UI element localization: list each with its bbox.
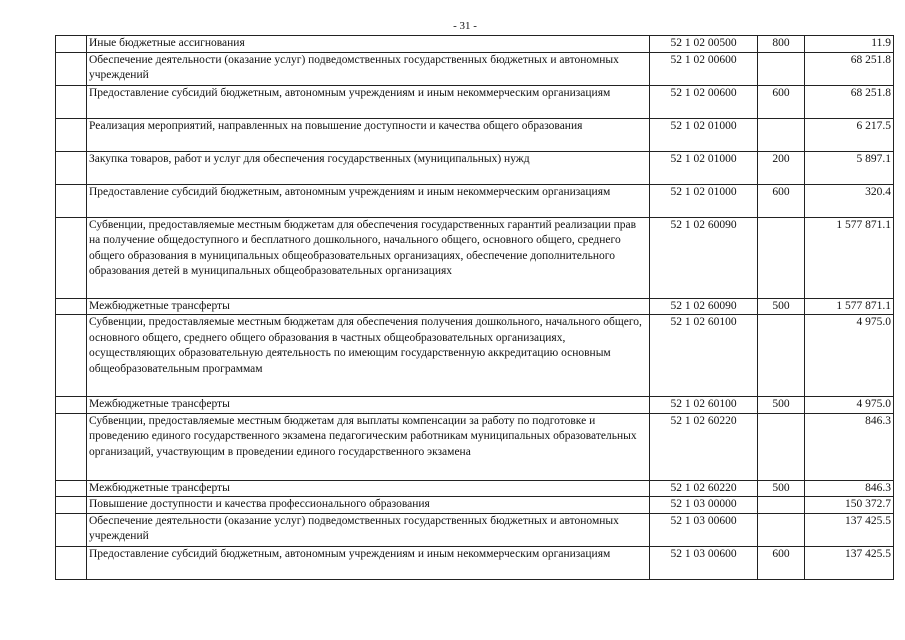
row-name: Обеспечение деятельности (оказание услуг) подведомственных государственных бюджетных и автономных учреждений [87,513,650,546]
row-type [758,513,805,546]
table-row [56,36,894,53]
page-number: - 31 - [453,20,477,32]
table-row [56,118,894,151]
row-code: 52 1 02 60220 [650,413,758,480]
row-type: 600 [758,546,805,579]
blank-cell [56,497,87,514]
row-amount: 1 577 871.1 [805,217,894,298]
row-amount: 137 425.5 [805,513,894,546]
blank-cell [56,217,87,298]
blank-cell [56,298,87,315]
row-name: Межбюджетные трансферты [87,298,650,315]
blank-cell [56,413,87,480]
row-amount: 846.3 [805,413,894,480]
row-type: 500 [758,397,805,414]
blank-cell [56,52,87,85]
row-code: 52 1 02 00600 [650,85,758,118]
table-row [56,513,894,546]
row-type [758,118,805,151]
blank-cell [56,397,87,414]
row-code: 52 1 03 00600 [650,546,758,579]
row-code: 52 1 02 60100 [650,315,758,397]
row-code: 52 1 02 01000 [650,184,758,217]
row-code: 52 1 03 00000 [650,497,758,514]
table-row [56,397,894,414]
row-amount: 150 372.7 [805,497,894,514]
row-type: 600 [758,85,805,118]
table-row [56,413,894,480]
table-row [56,315,894,397]
row-name: Закупка товаров, работ и услуг для обеспечения государственных (муниципальных) нужд [87,151,650,184]
row-amount: 4 975.0 [805,397,894,414]
table-row [56,151,894,184]
row-type [758,52,805,85]
row-type: 200 [758,151,805,184]
table-row [56,497,894,514]
row-code: 52 1 02 60090 [650,217,758,298]
row-name: Обеспечение деятельности (оказание услуг) подведомственных государственных бюджетных и автономных учреждений [87,52,650,85]
blank-cell [56,85,87,118]
table-row [56,52,894,85]
row-code: 52 1 02 00600 [650,52,758,85]
row-amount: 68 251.8 [805,52,894,85]
row-code: 52 1 02 60090 [650,298,758,315]
row-amount: 320.4 [805,184,894,217]
row-type: 600 [758,184,805,217]
row-code: 52 1 02 01000 [650,118,758,151]
blank-cell [56,151,87,184]
table-row [56,184,894,217]
row-name: Иные бюджетные ассигнования [87,36,650,53]
budget-table [55,35,894,580]
row-amount: 1 577 871.1 [805,298,894,315]
row-name: Повышение доступности и качества профессионального образования [87,497,650,514]
row-type [758,413,805,480]
row-name: Предоставление субсидий бюджетным, автономным учреждениям и иным некоммерческим организациям [87,85,650,118]
table-row [56,480,894,497]
row-type: 500 [758,480,805,497]
row-amount: 6 217.5 [805,118,894,151]
row-amount: 11.9 [805,36,894,53]
row-type [758,315,805,397]
row-amount: 137 425.5 [805,546,894,579]
row-type [758,217,805,298]
table-row [56,85,894,118]
blank-cell [56,36,87,53]
row-code: 52 1 02 00500 [650,36,758,53]
blank-cell [56,513,87,546]
row-name: Реализация мероприятий, направленных на повышение доступности и качества общего образования [87,118,650,151]
row-type [758,497,805,514]
row-name: Межбюджетные трансферты [87,480,650,497]
table-row [56,298,894,315]
table-row [56,546,894,579]
row-name: Межбюджетные трансферты [87,397,650,414]
row-amount: 68 251.8 [805,85,894,118]
row-name: Субвенции, предоставляемые местным бюджетам для обеспечения государственных гарантий реализации прав на получение общедоступного и бесплатного дошкольного, начального общего, основного общего, среднего общего образования в муниципальных общеобразовательных организациях, обеспечение дополнительного образования детей в муниципальных общеобразовательных организациях [87,217,650,298]
row-code: 52 1 02 01000 [650,151,758,184]
blank-cell [56,546,87,579]
row-amount: 846.3 [805,480,894,497]
row-name: Предоставление субсидий бюджетным, автономным учреждениям и иным некоммерческим организациям [87,546,650,579]
row-name: Предоставление субсидий бюджетным, автономным учреждениям и иным некоммерческим организациям [87,184,650,217]
row-amount: 4 975.0 [805,315,894,397]
row-name: Субвенции, предоставляемые местным бюджетам для обеспечения получения дошкольного, начального общего, основного общего, среднего общего образования в частных общеобразовательных организациях, осуществляющих образовательную деятельность по имеющим государственную аккредитацию основным общеобразовательным программам [87,315,650,397]
row-type: 500 [758,298,805,315]
blank-cell [56,480,87,497]
row-code: 52 1 02 60220 [650,480,758,497]
row-code: 52 1 02 60100 [650,397,758,414]
blank-cell [56,118,87,151]
row-amount: 5 897.1 [805,151,894,184]
blank-cell [56,184,87,217]
table-row [56,217,894,298]
row-code: 52 1 03 00600 [650,513,758,546]
blank-cell [56,315,87,397]
row-name: Субвенции, предоставляемые местным бюджетам для выплаты компенсации за работу по подготовке и проведению единого государственного экзамена педагогическим работникам муниципальных образовательных организаций, участвующим в проведении единого государственного экзамена [87,413,650,480]
row-type: 800 [758,36,805,53]
